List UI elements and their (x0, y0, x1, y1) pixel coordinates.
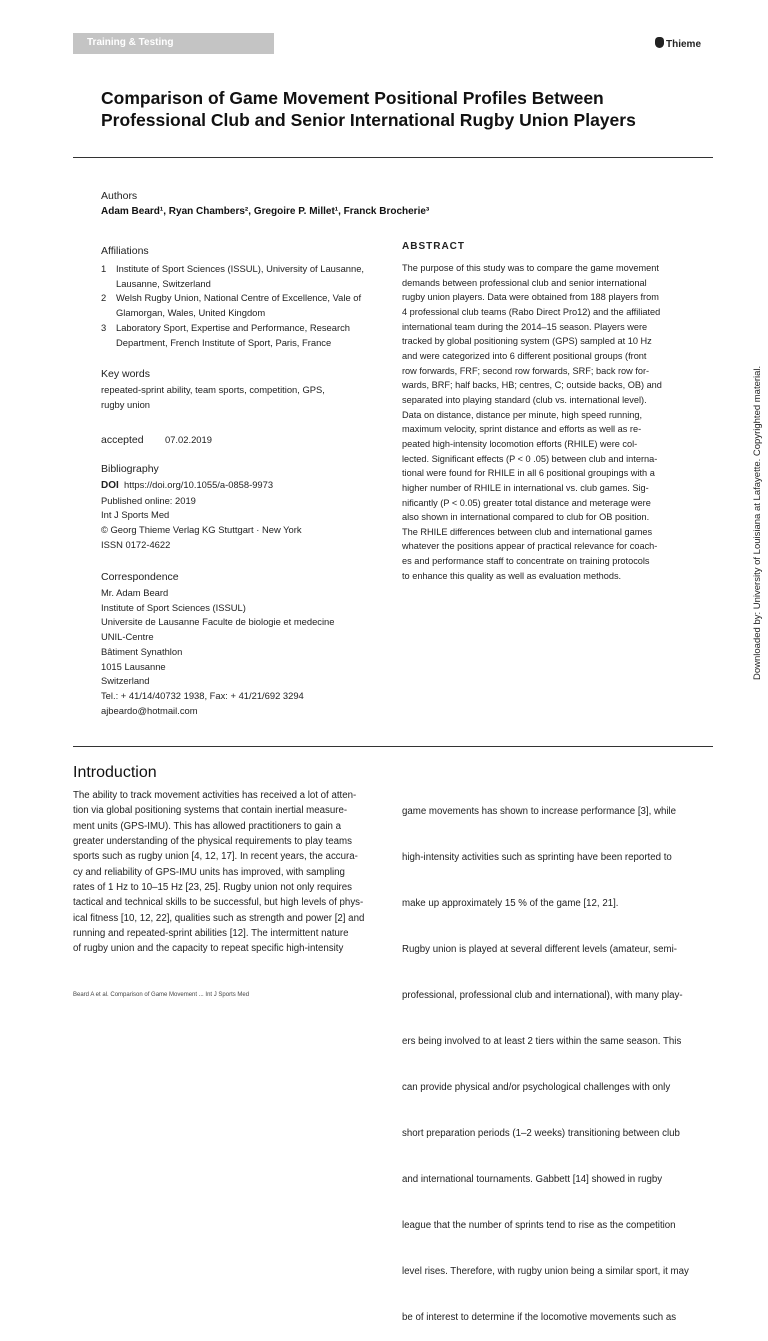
section-label: Training & Testing (87, 37, 174, 48)
thieme-logo-icon (655, 37, 664, 48)
title-divider (73, 157, 713, 158)
authors-label: Authors (101, 190, 138, 202)
bibliography-block: DOI https://doi.org/10.1055/a-0858-9973 Published online: 2019 Int J Sports Med © Georg Thieme Verlag KG Stuttgart · New York ISSN 0172-4622 (101, 479, 302, 550)
bibliography-label: Bibliography (101, 463, 159, 475)
keywords-text: repeated-sprint ability, team sports, competition, GPS, rugby union (101, 384, 325, 410)
article-title: Comparison of Game Movement Positional Profiles Between Professional Club and Senior International Rugby Union Players (101, 88, 636, 130)
front-matter-divider (73, 746, 713, 747)
affiliation-item: 2 Welsh Rugby Union, National Centre of Excellence, Vale of Glamorgan, Wales, United Kingdom (101, 292, 362, 319)
introduction-column-left: The ability to track movement activities has received a lot of atten- tion via global positioning systems that contain inertial measure- ment units (GPS-IMU). This has allowed practitioners to gain a greater understanding of the physical requirements to play teams sports such as rugby union [4, 12, 17]. In recent years, the accura- cy and reliability of GPS-IMU units has improved, with sampling rates of 1 Hz to 10–15 Hz [23, 25]. Rugby union not only requires tactical and technical skills to be successful, but high levels of phys- ical fitness [10, 12, 22], qualities such as strength and power [2] and running and repeated-sprint abilities [12]. The intermittent nature of rugby union and the capacity to repeat specific high-intensity (73, 790, 365, 955)
accepted-label: accepted (101, 434, 144, 446)
correspondence-block: Mr. Adam Beard Institute of Sport Sciences (ISSUL) Universite de Lausanne Faculte de biologie et medecine UNIL-Centre Bâtiment Synathlon 1015 Lausanne Switzerland Tel.: + 41/14/40732 1938, Fax: + 41/21/692 3294 ajbeardo@hotmail.com (101, 586, 334, 718)
affiliation-item: 1 Institute of Sport Sciences (ISSUL), University of Lausanne, Lausanne, Switzerland (101, 263, 365, 289)
publisher-logo (655, 37, 701, 50)
introduction-column-right: game movements has shown to increase performance [3], while high-intensity activities such as sprinting have been reported to make up approximately 15 % of the game [12, 21]. Rugby union is played at several different levels (amateur, semi- professional, professional club and international), with many play- ers being involved to at least 2 tiers within the same season. This can provide physical and/or psychological challenges with only short preparation periods (1–2 weeks) transitioning between club and international tournaments. Gabbett [14] showed in rugby league that the number of sprints tend to rise as the competition level rises. Therefore, with rugby union being a similar sport, it may be of interest to determine if the locomotive movements such as (402, 805, 689, 1324)
section-header-bar (73, 33, 274, 54)
affiliation-item: 3 Laboratory Sport, Expertise and Performance, Research Department, French Institute of Sport, Paris, France (101, 321, 350, 348)
keywords-label: Key words (101, 368, 151, 380)
accepted-date: 07.02.2019 (165, 434, 212, 445)
affiliations-label: Affiliations (101, 245, 149, 257)
page-footer: Beard A et al. Comparison of Game Movement ... Int J Sports Med (73, 992, 250, 998)
doi-label: DOI (101, 480, 119, 491)
affiliations-list (101, 262, 381, 350)
correspondence-label: Correspondence (101, 571, 179, 583)
publisher-name: Thieme (666, 39, 702, 50)
abstract-body: The purpose of this study was to compare the game movement demands between professional club and senior international rugby union players. Data were obtained from 188 players from 4 professional club teams (Rabo Direct Pro12) and the affiliated international team during the 2014–15 season. Players were tracked by global positioning system (GPS) sampled at 10 Hz and were categorized into 6 different positional groups (front row forwards, FRF; second row forwards, SRF; back row for- wards, BRF; half backs, HB; centres, C; outside backs, OB) and separated into playing standard (club vs. international level). Data on distance, distance per minute, high speed running, maximum velocity, sprint distance and efforts as well as re- peated high-intensity locomotion efforts (RHILE) were col- lected. Significant effects (P < 0 .05) between club and interna- tional were found for RHILE in all 6 positional groupings with a higher number of RHILE in international vs. club games. Sig- nificantly (P < 0.05) greater total distance and meterage were also shown in international compared to club for OB position. The RHILE differences between club and international games whatever the positions appear of practical relevance for coach- es and performance staff to concentrate on training protocols to enhance this quality as well as evaluation methods. (402, 263, 662, 581)
introduction-heading: Introduction (73, 764, 157, 781)
email-link[interactable]: ajbeardo@hotmail.com (101, 704, 198, 716)
author-names: Adam Beard¹, Ryan Chambers², Gregoire P. Millet¹, Franck Brocherie³ (101, 206, 430, 217)
abstract-heading: ABSTRACT (402, 241, 465, 252)
doi-link[interactable]: https://doi.org/10.1055/a-0858-9973 (124, 479, 274, 490)
download-note: Downloaded by: University of Louisiana at Lafayette. Copyrighted material. (752, 365, 763, 680)
